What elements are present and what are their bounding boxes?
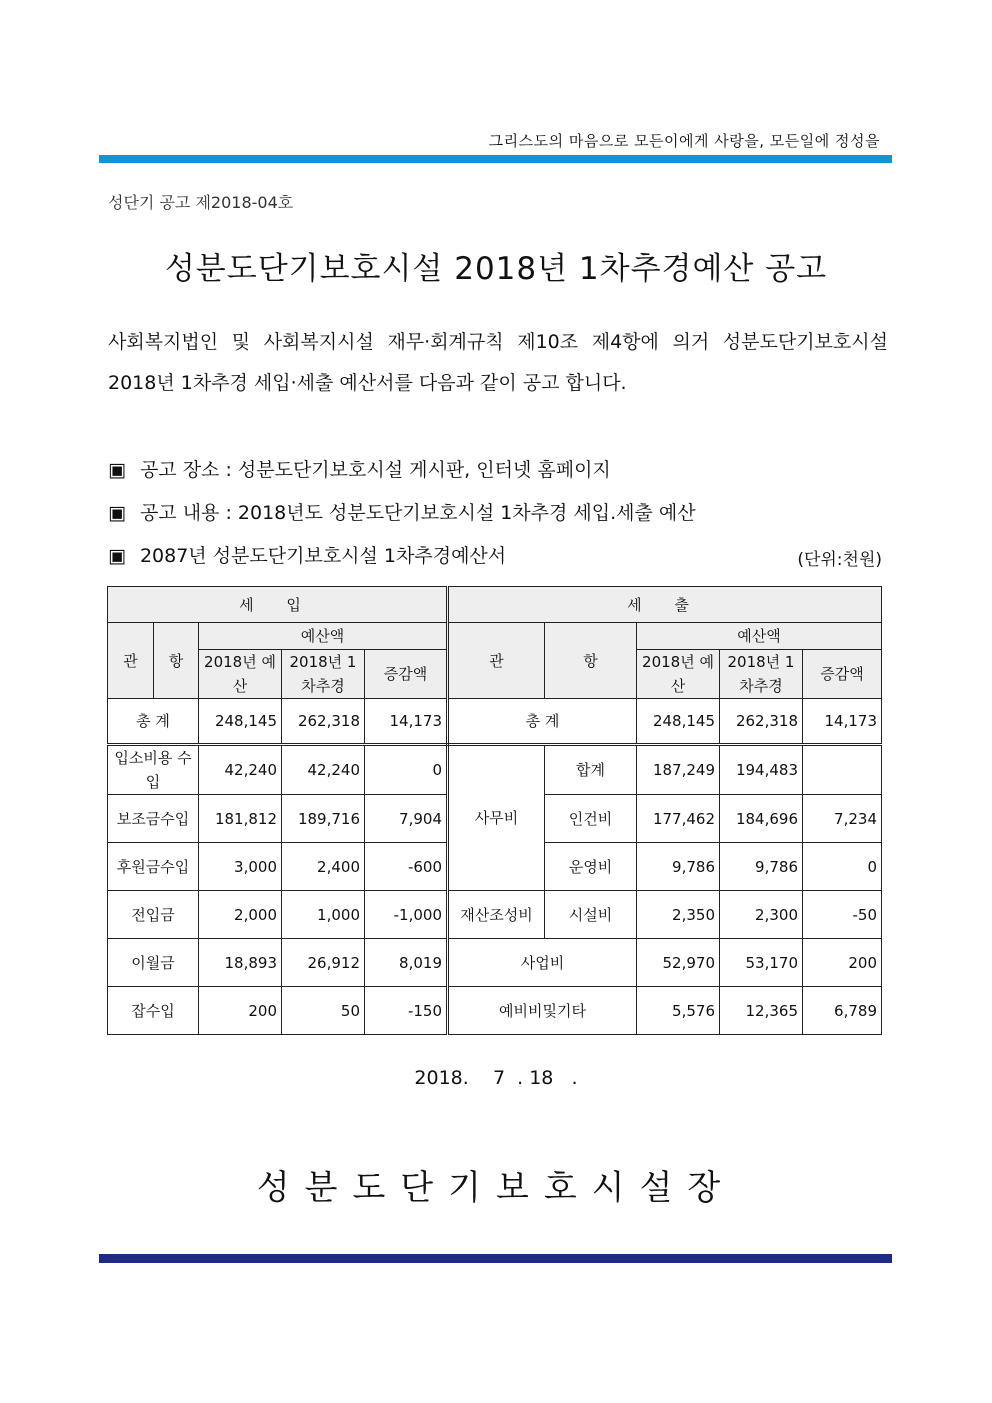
income-diff: -1,000 — [365, 891, 448, 939]
expense-group-project: 사업비 — [448, 939, 637, 987]
table-title-text: 2087년 성분도단기보호시설 1차추경예산서 — [139, 545, 507, 567]
expense-diff: 6,789 — [803, 987, 882, 1035]
page-title: 성분도단기보호시설 2018년 1차추경예산 공고 — [164, 251, 828, 287]
income-col-hang: 항 — [154, 623, 199, 699]
expense-total-diff: 14,173 — [803, 699, 882, 745]
income-rev: 2,400 — [282, 843, 365, 891]
info-place-text: 공고 장소 : 성분도단기보호시설 게시판, 인터넷 홈페이지 — [139, 459, 611, 481]
expense-total-label: 총 계 — [448, 699, 637, 745]
info-table-title — [108, 541, 506, 568]
income-rev: 42,240 — [282, 745, 365, 795]
income-col-orig: 2018년 예산 — [199, 650, 282, 699]
square-bullet-icon: ▣ — [108, 545, 126, 567]
income-orig: 18,893 — [199, 939, 282, 987]
income-col-rev: 2018년 1차추경 — [282, 650, 365, 699]
notice-date: 2018. 7 . 18 . — [414, 1067, 578, 1089]
income-header: 세 입 — [108, 587, 448, 623]
expense-total-rev: 262,318 — [720, 699, 803, 745]
unit-label: (단위:천원) — [797, 550, 882, 570]
income-orig: 42,240 — [199, 745, 282, 795]
income-total-rev: 262,318 — [282, 699, 365, 745]
income-diff: -150 — [365, 987, 448, 1035]
income-label: 후원금수입 — [108, 843, 199, 891]
income-col-diff: 증감액 — [365, 650, 448, 699]
income-orig: 2,000 — [199, 891, 282, 939]
expense-orig: 5,576 — [637, 987, 720, 1035]
expense-col-orig: 2018년 예산 — [637, 650, 720, 699]
income-orig: 200 — [199, 987, 282, 1035]
expense-group-reserve: 예비비및기타 — [448, 987, 637, 1035]
income-col-gwan: 관 — [108, 623, 154, 699]
info-place — [108, 455, 611, 482]
expense-orig: 187,249 — [637, 745, 720, 795]
intro-paragraph: 사회복지법인 및 사회복지시설 재무·회계규칙 제10조 제4항에 의거 성분도단기보호시설 2018년 1차추경 세입·세출 예산서를 다음과 같이 공고 합니다. — [108, 331, 888, 394]
table-row — [108, 891, 882, 939]
table-row — [108, 745, 882, 795]
expense-orig: 2,350 — [637, 891, 720, 939]
expense-col-hang: 항 — [545, 623, 637, 699]
expense-diff: 0 — [803, 843, 882, 891]
total-row — [108, 699, 882, 745]
bottom-accent-bar — [99, 1254, 892, 1263]
expense-orig: 177,462 — [637, 795, 720, 843]
expense-rev: 53,170 — [720, 939, 803, 987]
income-label: 입소비용 수입 — [108, 745, 199, 795]
income-diff: 0 — [365, 745, 448, 795]
income-diff: 7,904 — [365, 795, 448, 843]
expense-diff: -50 — [803, 891, 882, 939]
income-label: 잡수입 — [108, 987, 199, 1035]
expense-orig: 9,786 — [637, 843, 720, 891]
income-label: 전입금 — [108, 891, 199, 939]
expense-col-rev: 2018년 1차추경 — [720, 650, 803, 699]
income-total-diff: 14,173 — [365, 699, 448, 745]
notice-number: 성단기 공고 제2018-04호 — [108, 193, 294, 212]
expense-rev: 9,786 — [720, 843, 803, 891]
info-content — [108, 498, 696, 525]
income-diff: -600 — [365, 843, 448, 891]
square-bullet-icon: ▣ — [108, 502, 126, 524]
expense-diff: 7,234 — [803, 795, 882, 843]
square-bullet-icon: ▣ — [108, 459, 126, 481]
income-rev: 50 — [282, 987, 365, 1035]
expense-diff — [803, 745, 882, 795]
budget-table — [107, 586, 882, 1035]
expense-orig: 52,970 — [637, 939, 720, 987]
expense-rev: 2,300 — [720, 891, 803, 939]
expense-diff: 200 — [803, 939, 882, 987]
slogan: 그리스도의 마음으로 모든이에게 사랑을, 모든일에 정성을 — [488, 132, 880, 150]
expense-rev: 12,365 — [720, 987, 803, 1035]
signer-name: 성분도단기보호시설장 — [256, 1168, 736, 1208]
expense-header: 세 출 — [448, 587, 882, 623]
income-rev: 26,912 — [282, 939, 365, 987]
income-total-orig: 248,145 — [199, 699, 282, 745]
expense-col-diff: 증감액 — [803, 650, 882, 699]
expense-item: 합계 — [545, 745, 637, 795]
table-row — [108, 987, 882, 1035]
income-orig: 3,000 — [199, 843, 282, 891]
expense-rev: 184,696 — [720, 795, 803, 843]
expense-rev: 194,483 — [720, 745, 803, 795]
expense-item: 시설비 — [545, 891, 637, 939]
table-row — [108, 939, 882, 987]
income-rev: 189,716 — [282, 795, 365, 843]
income-label: 보조금수입 — [108, 795, 199, 843]
expense-group-office: 사무비 — [448, 745, 545, 891]
expense-item: 인건비 — [545, 795, 637, 843]
income-col-budget: 예산액 — [199, 623, 448, 650]
expense-col-gwan: 관 — [448, 623, 545, 699]
expense-col-budget: 예산액 — [637, 623, 882, 650]
income-rev: 1,000 — [282, 891, 365, 939]
top-accent-bar — [99, 155, 892, 163]
info-content-text: 공고 내용 : 2018년도 성분도단기보호시설 1차추경 세입.세출 예산 — [139, 502, 696, 524]
income-total-label: 총 계 — [108, 699, 199, 745]
expense-total-orig: 248,145 — [637, 699, 720, 745]
expense-item: 운영비 — [545, 843, 637, 891]
income-diff: 8,019 — [365, 939, 448, 987]
income-label: 이월금 — [108, 939, 199, 987]
income-orig: 181,812 — [199, 795, 282, 843]
expense-group-property: 재산조성비 — [448, 891, 545, 939]
